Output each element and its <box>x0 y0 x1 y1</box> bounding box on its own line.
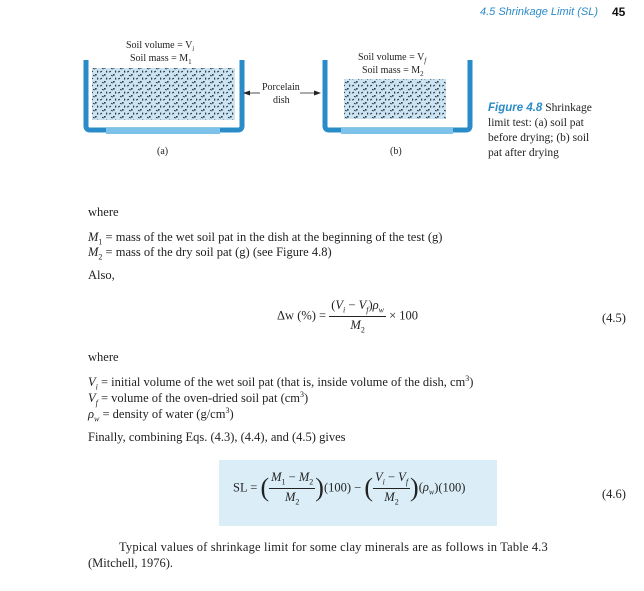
figure-caption: Figure 4.8 Shrinkage limit test: (a) soil pat before drying; (b) soil pat after drying <box>488 102 592 159</box>
equation-4-6-number: (4.6) <box>602 487 626 501</box>
left-volume-label: Soil volume = $V_i$ <box>126 40 195 53</box>
also-label: Also, <box>88 268 115 282</box>
left-mass-label: Soil mass = $M_1$ <box>130 53 192 66</box>
right-volume-label: Soil volume = $V_f$ <box>358 52 427 65</box>
right-mass-label: Soil mass = $M_2$ <box>362 65 424 78</box>
running-header-title: 4.5 Shrinkage Limit (SL) <box>480 6 598 18</box>
equation-4-5: Δw (%) = $\frac{(V_i - V_f)\rho_w}{M_2}$ × 100 <box>277 298 419 334</box>
left-heat-source <box>106 128 220 134</box>
equation-4-5-number: (4.5) <box>602 311 626 325</box>
rho-definition: $\rho_w$ = density of water $(g/cm^3)$ <box>88 406 234 424</box>
left-dish <box>86 60 242 134</box>
m1-definition: $M_1$ = mass of the wet soil pat in the dish at the beginning of the test (g) <box>88 230 443 247</box>
vi-definition: $V_i$ = initial volume of the wet soil pat (that is, inside volume of the dish, $cm^3$) <box>88 374 474 392</box>
m2-definition: $M_2$ = mass of the dry soil pat (g) (see Figure 4.8) <box>88 245 332 262</box>
vf-definition: $V_f$ = volume of the oven-dried soil pat $(cm^3)$ <box>88 390 309 408</box>
mitchell-citation: (Mitchell, 1976). <box>88 556 174 570</box>
shrinkage-figure <box>0 0 644 200</box>
typical-values-sentence: Typical values of shrinkage limit for some clay minerals are as follows in Table 4.3 <box>119 540 548 554</box>
porcelain-label: Porcelain <box>262 82 300 93</box>
equation-4-6: SL = ( $\frac{M_1 - M_2}{M_2}$ )(100) − ( $\frac{V_i - V_f}{M_2}$ )$(\rho_w)(100)$ <box>233 470 466 506</box>
subfigure-a-label: (a) <box>157 146 169 157</box>
page-number: 45 <box>612 5 626 19</box>
where-label-1: where <box>88 205 119 219</box>
right-heat-source <box>341 128 453 134</box>
subfigure-b-label: (b) <box>390 146 402 157</box>
dish-label: dish <box>273 95 290 106</box>
right-dish <box>325 60 470 134</box>
porcelain-arrows <box>243 91 321 96</box>
finally-sentence: Finally, combining Eqs. (4.3), (4.4), and (4.5) gives <box>88 430 346 444</box>
where-label-2: where <box>88 350 119 364</box>
